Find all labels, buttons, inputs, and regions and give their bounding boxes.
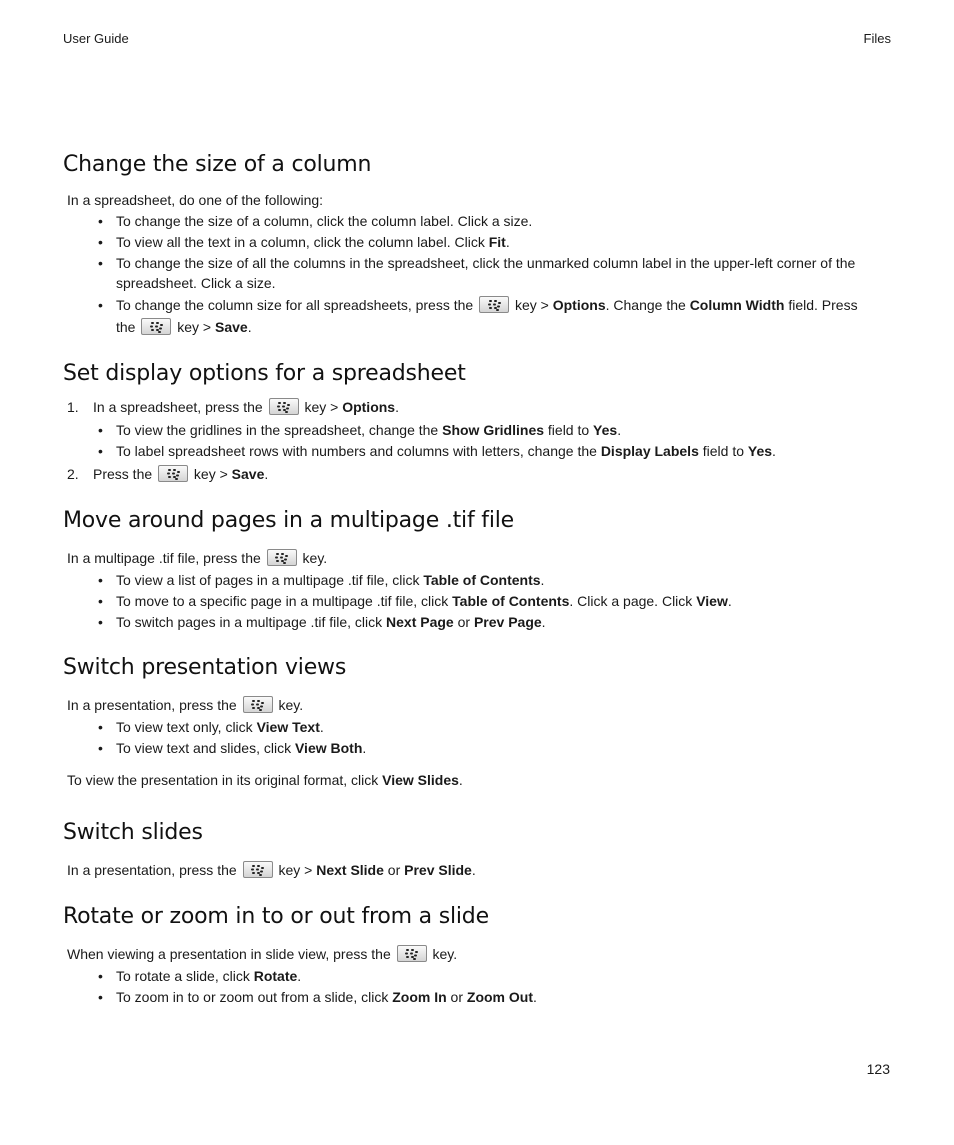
heading-switch-slides: Switch slides — [63, 820, 203, 845]
views-note: To view the presentation in its original format, click View Slides. — [67, 772, 463, 788]
slides-intro: In a presentation, press the key > Next Slide or Prev Slide. — [67, 862, 476, 878]
list-item: • To view text and slides, click View Both. — [98, 738, 878, 758]
page-number: 123 — [866, 1061, 890, 1077]
list-item: • To move to a specific page in a multipage .tif file, click Table of Contents. Click a page. Click View. — [98, 591, 878, 611]
heading-change-column-size: Change the size of a column — [63, 152, 372, 177]
list-item: • To change the column size for all spreadsheets, press the key > Options. Change the Column Width field. Press the key > Save. — [98, 294, 878, 338]
blackberry-menu-key-icon — [141, 318, 171, 335]
views-intro: In a presentation, press the key. — [67, 697, 304, 713]
step-1: 1. In a spreadsheet, press the key > Options. — [67, 399, 399, 415]
heading-multipage-tif: Move around pages in a multipage .tif file — [63, 508, 515, 533]
list-item: • To view the gridlines in the spreadsheet, change the Show Gridlines field to Yes. — [98, 420, 878, 440]
blackberry-menu-key-icon — [158, 465, 188, 482]
step-2: 2. Press the key > Save. — [67, 466, 269, 482]
rotate-intro: When viewing a presentation in slide view, press the key. — [67, 946, 458, 962]
blackberry-menu-key-icon — [267, 549, 297, 566]
blackberry-menu-key-icon — [243, 696, 273, 713]
heading-presentation-views: Switch presentation views — [63, 655, 347, 680]
column-options-list — [98, 211, 878, 339]
tif-options-list — [98, 570, 878, 633]
display-options-list — [98, 420, 878, 462]
blackberry-menu-key-icon — [397, 945, 427, 962]
column-intro: In a spreadsheet, do one of the following: — [67, 192, 324, 208]
list-item: • To view a list of pages in a multipage .tif file, click Table of Contents. — [98, 570, 878, 590]
blackberry-menu-key-icon — [269, 398, 299, 415]
list-item: • To label spreadsheet rows with numbers and columns with letters, change the Display Labels field to Yes. — [98, 441, 878, 461]
blackberry-menu-key-icon — [479, 296, 509, 313]
running-header-title: User Guide — [63, 31, 129, 46]
running-header-section: Files — [863, 31, 891, 46]
list-item: • To view text only, click View Text. — [98, 717, 878, 737]
list-item: • To switch pages in a multipage .tif file, click Next Page or Prev Page. — [98, 612, 878, 632]
tif-intro: In a multipage .tif file, press the key. — [67, 550, 328, 566]
list-item: • To change the size of all the columns in the spreadsheet, click the unmarked column label in the upper-left corner of the spreadsheet. Click a size. — [98, 253, 878, 293]
list-item: • To view all the text in a column, click the column label. Click Fit. — [98, 232, 878, 252]
views-options-list — [98, 717, 878, 759]
blackberry-menu-key-icon — [243, 861, 273, 878]
list-item: • To change the size of a column, click the column label. Click a size. — [98, 211, 878, 231]
list-item: • To zoom in to or zoom out from a slide, click Zoom In or Zoom Out. — [98, 987, 878, 1007]
heading-rotate-zoom: Rotate or zoom in to or out from a slide — [63, 904, 489, 929]
list-item: • To rotate a slide, click Rotate. — [98, 966, 878, 986]
rotate-options-list — [98, 966, 878, 1008]
heading-display-options: Set display options for a spreadsheet — [63, 361, 466, 386]
